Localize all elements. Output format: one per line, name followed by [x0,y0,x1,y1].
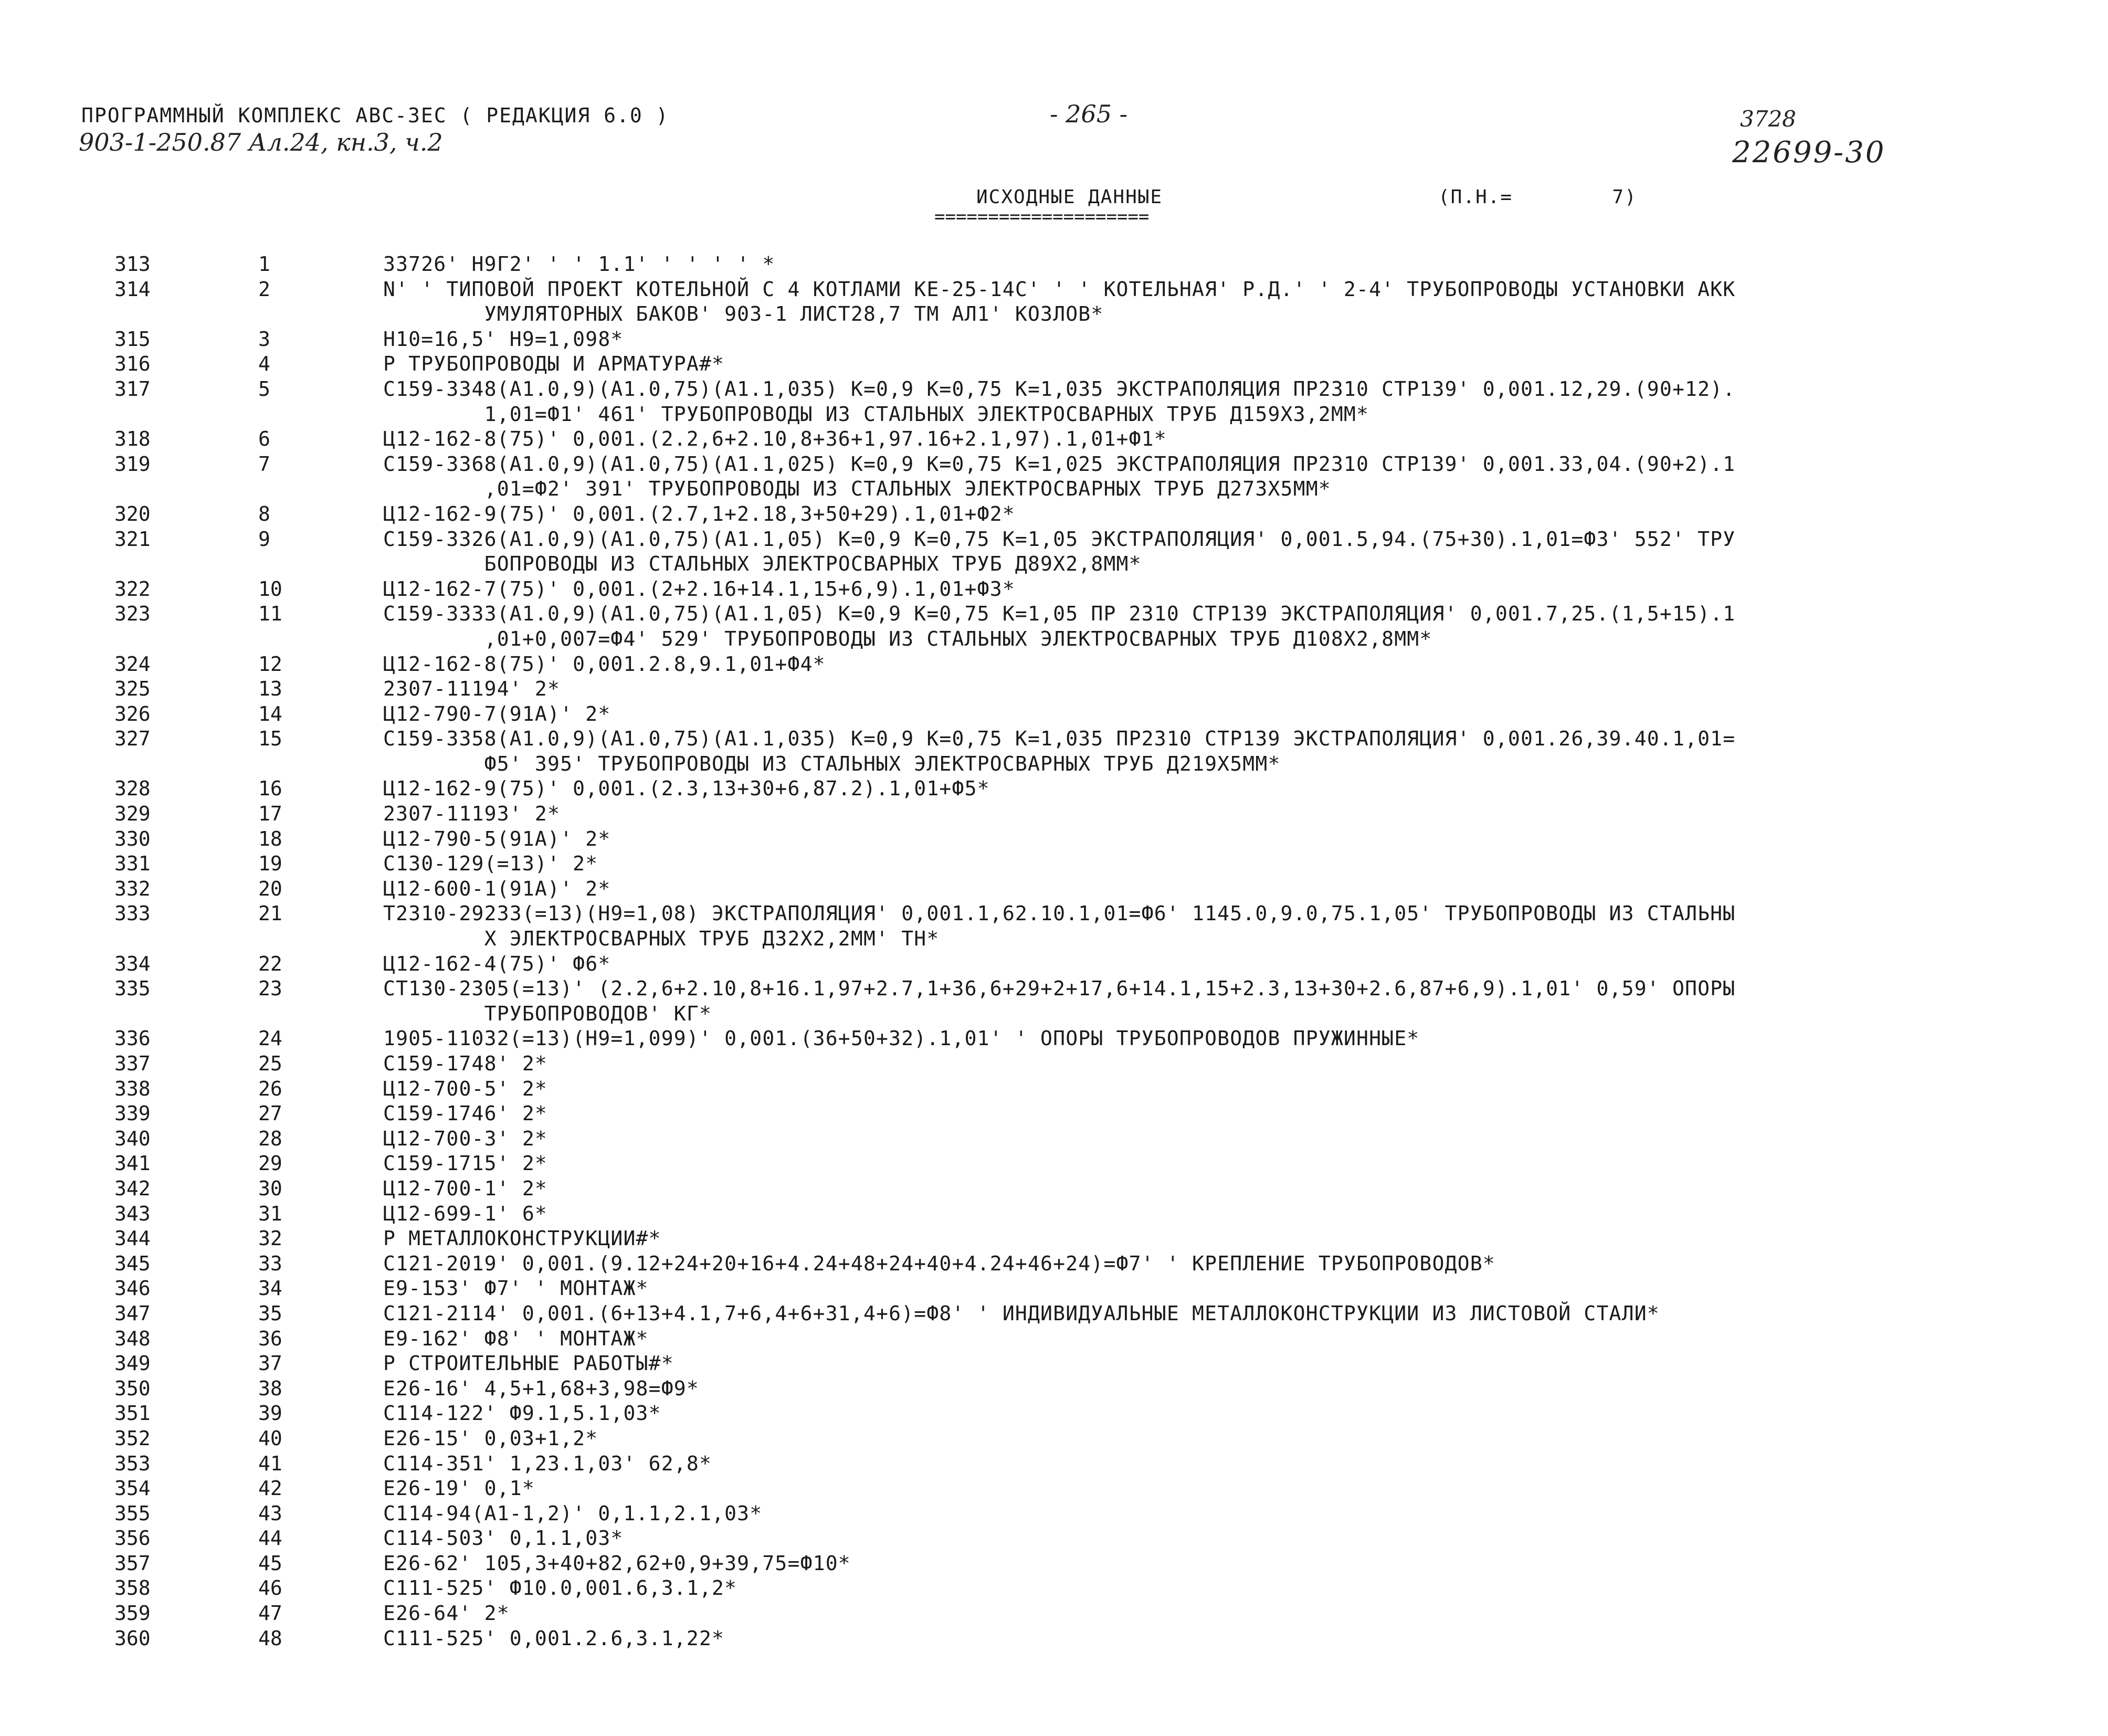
listing-row [0,1077,2108,1102]
listing-row [0,1501,2108,1527]
sequence-number: 6 [258,427,270,451]
line-number: 321 [114,527,151,551]
sequence-number: 44 [258,1527,282,1550]
sequence-number: 30 [258,1176,282,1200]
line-number: 318 [114,427,151,451]
record-text: ,01=Ф2' 391' ТРУБОПРОВОДЫ ИЗ СТАЛЬНЫХ ЭЛЕКТРОСВАРНЫХ ТРУБ Д273Х5ММ* [383,477,1331,501]
line-number: 351 [114,1402,151,1425]
record-text: Ц12-790-5(91А)' 2* [383,827,611,850]
record-text: С111-525' Ф10.0,001.6,3.1,2* [383,1576,737,1600]
listing-row [0,1451,2108,1477]
sequence-number: 43 [258,1501,282,1525]
record-text: Ц12-700-3' 2* [383,1127,548,1150]
line-number: 352 [114,1426,151,1450]
record-text: Е26-19' 0,1* [383,1477,535,1500]
listing-row [0,727,2108,752]
listing-row [0,1551,2108,1576]
sequence-number: 41 [258,1451,282,1475]
listing-continuation-line [0,627,2108,652]
listing-row [0,377,2108,402]
line-number: 349 [114,1352,151,1375]
line-number: 332 [114,877,151,900]
record-text: Ц12-600-1(91А)' 2* [383,877,611,900]
line-number: 320 [114,502,151,525]
record-text: С114-503' 0,1.1,03* [383,1527,624,1550]
listing-row [0,1351,2108,1376]
listing-continuation-line [0,402,2108,427]
record-text: Р ТРУБОПРОВОДЫ И АРМАТУРА#* [383,352,725,376]
sequence-number: 5 [258,377,270,401]
sequence-number: 8 [258,502,270,525]
line-number: 358 [114,1576,151,1600]
listing-row [0,1101,2108,1127]
record-text: С159-3333(А1.0,9)(А1.0,75)(А1.1,05) К=0,9 К=0,75 К=1,05 ПР 2310 СТР139 ЭКСТРАПОЛЯЦИЯ' 0,001.7,25.(1,5+15).1 [383,602,1736,626]
listing-row [0,702,2108,727]
line-number: 335 [114,977,151,1001]
sequence-number: 33 [258,1251,282,1275]
sequence-number: 39 [258,1402,282,1425]
record-text: С114-94(А1-1,2)' 0,1.1,2.1,03* [383,1501,763,1525]
sequence-number: 16 [258,777,282,801]
sequence-number: 48 [258,1626,282,1650]
line-number: 339 [114,1102,151,1125]
listing-row [0,502,2108,527]
record-text: Ц12-790-7(91А)' 2* [383,702,611,725]
record-text: С121-2019' 0,001.(9.12+24+20+16+4.24+48+24+40+4.24+46+24)=Ф7' ' КРЕПЛЕНИЕ ТРУБОПРОВОДОВ* [383,1251,1495,1275]
record-text: N' ' ТИПОВОЙ ПРОЕКТ КОТЕЛЬНОЙ С 4 КОТЛАМИ КЕ-25-14С' ' ' КОТЕЛЬНАЯ' Р.Д.' ' 2-4' ТРУБОПРОВОДЫ УСТАНОВКИ АКК [383,277,1736,301]
document-code: 22699-30 [1732,135,1886,170]
line-number: 324 [114,652,151,676]
listing-row [0,1476,2108,1501]
line-number: 325 [114,677,151,701]
section-title: ИСХОДНЫЕ ДАННЫЕ [976,186,1163,208]
record-text: Ц12-162-9(75)' 0,001.(2.3,13+30+6,87.2).1,01+Ф5* [383,777,990,801]
sequence-number: 28 [258,1127,282,1150]
sequence-number: 38 [258,1376,282,1400]
line-number: 343 [114,1202,151,1225]
record-text: С159-1748' 2* [383,1052,548,1075]
listing-row [0,602,2108,627]
line-number: 350 [114,1376,151,1400]
line-number: 355 [114,1501,151,1525]
sequence-number: 45 [258,1551,282,1575]
listing-row [0,577,2108,602]
sequence-number: 37 [258,1352,282,1375]
sequence-number: 29 [258,1152,282,1175]
line-number: 326 [114,702,151,725]
sequence-number: 9 [258,527,270,551]
line-number: 333 [114,902,151,925]
sequence-number: 15 [258,727,282,751]
sequence-number: 17 [258,802,282,826]
listing-continuation-line [0,927,2108,952]
record-text: С159-3358(А1.0,9)(А1.0,75)(А1.1,035) К=0,9 К=0,75 К=1,035 ПР2310 СТР139 ЭКСТРАПОЛЯЦИЯ' 0,001.26,39.40.1,01= [383,727,1736,751]
record-text: ТРУБОПРОВОДОВ' КГ* [383,1002,712,1025]
record-text: Т2310-29233(=13)(Н9=1,08) ЭКСТРАПОЛЯЦИЯ' 0,001.1,62.10.1,01=Ф6' 1145.0,9.0,75.1,05' ТРУБОПРОВОДЫ ИЗ СТАЛЬНЫ [383,902,1736,925]
record-text: Н10=16,5' Н9=1,098* [383,327,624,351]
sequence-number: 32 [258,1227,282,1250]
sequence-number: 12 [258,652,282,676]
sequence-number: 31 [258,1202,282,1225]
line-number: 357 [114,1551,151,1575]
record-text: С159-3326(А1.0,9)(А1.0,75)(А1.1,05) К=0,9 К=0,75 К=1,05 ЭКСТРАПОЛЯЦИЯ' 0,001.5,94.(75+30).1,01=Ф3' 552' ТРУ [383,527,1736,551]
sequence-number: 11 [258,602,282,626]
sequence-number: 20 [258,877,282,900]
listing-continuation-line [0,1002,2108,1027]
listing-continuation-line [0,477,2108,502]
record-text: 1,01=Ф1' 461' ТРУБОПРОВОДЫ ИЗ СТАЛЬНЫХ ЭЛЕКТРОСВАРНЫХ ТРУБ Д159Х3,2ММ* [383,402,1369,426]
record-text: Е26-15' 0,03+1,2* [383,1426,598,1450]
line-number: 328 [114,777,151,801]
sequence-number: 36 [258,1327,282,1350]
listing-continuation-line [0,302,2108,327]
line-number: 340 [114,1127,151,1150]
line-number: 331 [114,852,151,876]
record-text: Ц12-700-1' 2* [383,1176,548,1200]
listing-row [0,277,2108,302]
record-text: С111-525' 0,001.2.6,3.1,22* [383,1626,725,1650]
listing-row [0,1376,2108,1402]
listing-row [0,1226,2108,1251]
line-number: 338 [114,1077,151,1100]
line-number: 354 [114,1477,151,1500]
listing-row [0,901,2108,927]
data-listing [0,252,2108,1651]
listing-row [0,1176,2108,1202]
line-number: 346 [114,1277,151,1300]
section-underline: ==================== [934,206,1150,227]
sequence-number: 40 [258,1426,282,1450]
sequence-number: 35 [258,1301,282,1325]
listing-row [0,1401,2108,1426]
sequence-number: 19 [258,852,282,876]
listing-row [0,802,2108,827]
listing-row [0,1327,2108,1352]
sequence-number: 42 [258,1477,282,1500]
sequence-number: 47 [258,1602,282,1625]
handwritten-reference: 903-1-250.87 Ал.24, кн.3, ч.2 [79,128,443,156]
line-number: 345 [114,1251,151,1275]
record-text: Ц12-162-8(75)' 0,001.2.8,9.1,01+Ф4* [383,652,826,676]
record-text: Р МЕТАЛЛОКОНСТРУКЦИИ#* [383,1227,661,1250]
listing-row [0,1426,2108,1451]
listing-row [0,1202,2108,1227]
sequence-number: 23 [258,977,282,1001]
record-text: Ц12-162-4(75)' Ф6* [383,952,611,975]
sequence-number: 2 [258,277,270,301]
record-text: Ц12-700-5' 2* [383,1077,548,1100]
listing-continuation-line [0,552,2108,577]
listing-row [0,1626,2108,1651]
record-text: Ф5' 395' ТРУБОПРОВОДЫ ИЗ СТАЛЬНЫХ ЭЛЕКТРОСВАРНЫХ ТРУБ Д219Х5ММ* [383,752,1281,775]
sheet-code: 3728 [1740,106,1796,132]
sequence-number: 25 [258,1052,282,1075]
line-number: 348 [114,1327,151,1350]
record-text: СТ130-2305(=13)' (2.2,6+2.10,8+16.1,97+2.7,1+36,6+29+2+17,6+14.1,15+2.3,13+30+2.6,87+6,9).1,01' 0,59' ОПОРЫ [383,977,1736,1001]
listing-row [0,1276,2108,1301]
listing-row [0,1251,2108,1277]
line-number: 336 [114,1027,151,1050]
sequence-number: 26 [258,1077,282,1100]
listing-row [0,827,2108,852]
record-text: БОПРОВОДЫ ИЗ СТАЛЬНЫХ ЭЛЕКТРОСВАРНЫХ ТРУБ Д89Х2,8ММ* [383,552,1142,576]
line-number: 342 [114,1176,151,1200]
record-text: Е9-153' Ф7' ' МОНТАЖ* [383,1277,649,1300]
record-text: С159-1746' 2* [383,1102,548,1125]
record-text: С114-351' 1,23.1,03' 62,8* [383,1451,712,1475]
sequence-number: 46 [258,1576,282,1600]
listing-row [0,352,2108,377]
record-text: Ц12-699-1' 6* [383,1202,548,1225]
record-text: ,01+0,007=Ф4' 529' ТРУБОПРОВОДЫ ИЗ СТАЛЬНЫХ ЭЛЕКТРОСВАРНЫХ ТРУБ Д108Х2,8ММ* [383,627,1432,650]
line-number: 356 [114,1527,151,1550]
line-number: 322 [114,577,151,601]
line-number: 316 [114,352,151,376]
line-number: 344 [114,1227,151,1250]
record-text: 1905-11032(=13)(Н9=1,099)' 0,001.(36+50+32).1,01' ' ОПОРЫ ТРУБОПРОВОДОВ ПРУЖИННЫЕ* [383,1027,1420,1050]
sequence-number: 3 [258,327,270,351]
record-text: Е26-64' 2* [383,1602,510,1625]
listing-row [0,1151,2108,1176]
program-header: ПРОГРАММНЫЙ КОМПЛЕКС АВС-3ЕС ( РЕДАКЦИЯ 6.0 ) [81,104,669,127]
record-text: С159-1715' 2* [383,1152,548,1175]
listing-row [0,851,2108,877]
sequence-number: 27 [258,1102,282,1125]
sequence-number: 4 [258,352,270,376]
listing-row [0,1127,2108,1152]
record-text: Ц12-162-9(75)' 0,001.(2.7,1+2.18,3+50+29).1,01+Ф2* [383,502,1015,525]
line-number: 323 [114,602,151,626]
line-number: 337 [114,1052,151,1075]
line-number: 314 [114,277,151,301]
line-number: 319 [114,452,151,476]
record-text: Е9-162' Ф8' ' МОНТАЖ* [383,1327,649,1350]
record-text: С114-122' Ф9.1,5.1,03* [383,1402,661,1425]
listing-row [0,677,2108,702]
line-number: 334 [114,952,151,975]
listing-row [0,527,2108,552]
sequence-number: 1 [258,252,270,276]
record-text: Х ЭЛЕКТРОСВАРНЫХ ТРУБ Д32Х2,2ММ' ТН* [383,927,940,951]
listing-row [0,1601,2108,1626]
line-number: 353 [114,1451,151,1475]
listing-row [0,877,2108,902]
listing-row [0,952,2108,977]
listing-continuation-line [0,752,2108,777]
record-text: Е26-16' 4,5+1,68+3,98=Ф9* [383,1376,699,1400]
listing-row [0,1576,2108,1601]
sequence-number: 18 [258,827,282,850]
line-number: 347 [114,1301,151,1325]
record-text: 2307-11193' 2* [383,802,561,826]
sequence-number: 7 [258,452,270,476]
line-number: 327 [114,727,151,751]
record-text: С130-129(=13)' 2* [383,852,598,876]
line-number: 359 [114,1602,151,1625]
line-number: 313 [114,252,151,276]
sequence-number: 34 [258,1277,282,1300]
record-text: Ц12-162-8(75)' 0,001.(2.2,6+2.10,8+36+1,97.16+2.1,97).1,01+Ф1* [383,427,1167,451]
listing-row [0,452,2108,477]
line-number: 341 [114,1152,151,1175]
record-text: Р СТРОИТЕЛЬНЫЕ РАБОТЫ#* [383,1352,674,1375]
line-number: 315 [114,327,151,351]
sequence-number: 21 [258,902,282,925]
page-number: - 265 - [1050,100,1128,128]
record-text: С159-3348(А1.0,9)(А1.0,75)(А1.1,035) К=0,9 К=0,75 К=1,035 ЭКСТРАПОЛЯЦИЯ ПР2310 СТР139' 0,001.12,29.(90+12). [383,377,1736,401]
sequence-number: 24 [258,1027,282,1050]
listing-row [0,1026,2108,1051]
listing-row [0,1301,2108,1327]
line-number: 330 [114,827,151,850]
record-text: Ц12-162-7(75)' 0,001.(2+2.16+14.1,15+6,9).1,01+Ф3* [383,577,1015,601]
listing-row [0,252,2108,277]
record-text: Е26-62' 105,3+40+82,62+0,9+39,75=Ф10* [383,1551,851,1575]
line-number: 360 [114,1626,151,1650]
sequence-number: 10 [258,577,282,601]
listing-row [0,776,2108,802]
sequence-number: 13 [258,677,282,701]
line-number: 317 [114,377,151,401]
listing-row [0,1051,2108,1077]
listing-row [0,327,2108,352]
record-text: С159-3368(А1.0,9)(А1.0,75)(А1.1,025) К=0,9 К=0,75 К=1,025 ЭКСТРАПОЛЯЦИЯ ПР2310 СТР139' 0,001.33,04.(90+2).1 [383,452,1736,476]
sequence-number: 14 [258,702,282,725]
listing-row [0,1526,2108,1551]
record-text: УМУЛЯТОРНЫХ БАКОВ' 903-1 ЛИСТ28,7 ТМ АЛ1' КОЗЛОВ* [383,302,1104,326]
record-text: 33726' Н9Г2' ' ' 1.1' ' ' ' ' * [383,252,775,276]
sequence-number: 22 [258,952,282,975]
record-text: 2307-11194' 2* [383,677,561,701]
record-text: С121-2114' 0,001.(6+13+4.1,7+6,4+6+31,4+6)=Ф8' ' ИНДИВИДУАЛЬНЫЕ МЕТАЛЛОКОНСТРУКЦИИ ИЗ ЛИСТОВОЙ СТАЛИ* [383,1301,1660,1325]
listing-row [0,652,2108,677]
line-number: 329 [114,802,151,826]
listing-row [0,976,2108,1002]
section-parameter: (П.Н.= 7) [1438,186,1637,208]
listing-row [0,427,2108,452]
